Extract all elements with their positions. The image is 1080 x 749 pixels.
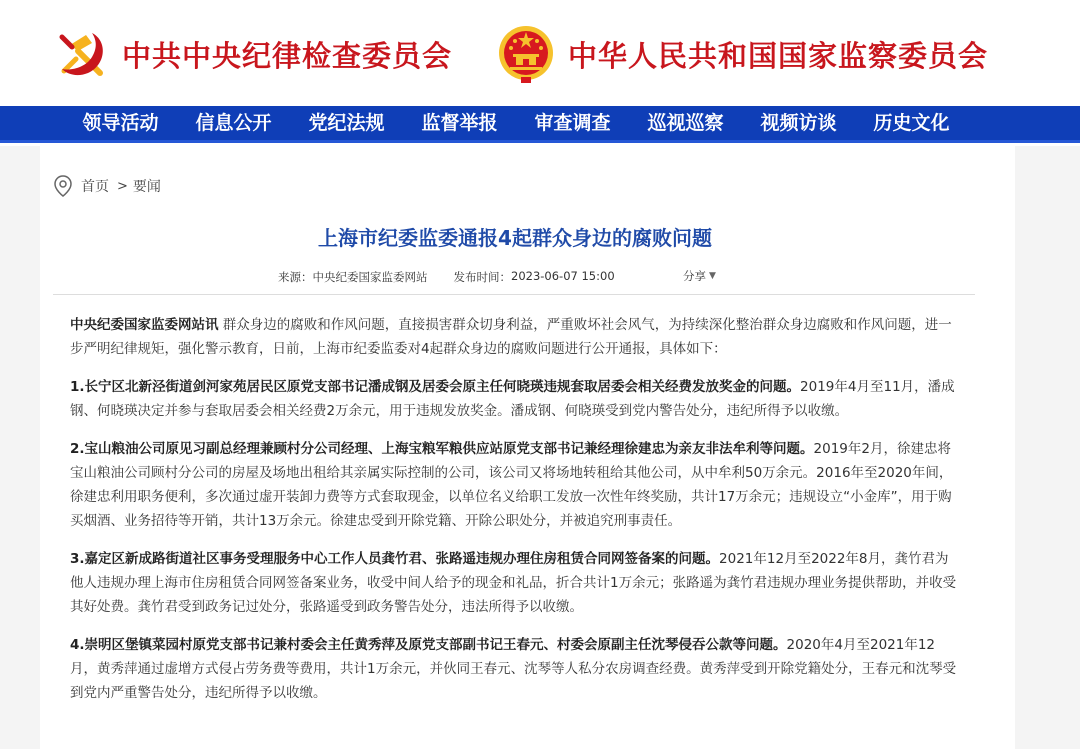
ccdi-title: 中共中央纪律检查委员会 bbox=[122, 38, 453, 73]
site-header bbox=[0, 0, 1080, 106]
intro-paragraph bbox=[70, 313, 958, 361]
case-paragraph-3 bbox=[70, 547, 958, 619]
case-heading-1: 1.长宁区北新泾街道剑河家苑居民区原党支部书记潘成钢及居委会原主任何晓瑛违规套取居委会相关经费发放奖金的问题。 bbox=[70, 379, 801, 395]
source-value: 中央纪委国家监委网站 bbox=[312, 270, 428, 284]
title-divider bbox=[53, 294, 975, 295]
case-body-4: 2020年4月至2021年12月，黄秀萍通过虚增方式侵占劳务费等费用，共计1万余元，并伙同王春元、沈琴等人私分农房调查经费。黄秀萍受到开除党籍处分，王春元和沈琴受到党内严重警告处分，违纪所得予以收缴。 bbox=[70, 637, 957, 701]
intro-text: 群众身边的腐败和作风问题，直接损害群众切身利益，严重败坏社会风气，为持续深化整治群众身边腐败和作风问题，进一步严明纪律规矩，强化警示教育，日前，上海市纪委监委对4起群众身边的腐败问题进行公开通报，具体如下： bbox=[70, 317, 952, 357]
article-title: 上海市纪委监委通报4起群众身边的腐败问题 bbox=[318, 226, 712, 250]
caret-down-icon: ▼ bbox=[709, 271, 716, 281]
ccdi-logo-group[interactable] bbox=[56, 22, 452, 86]
share-label: 分享 bbox=[683, 269, 706, 283]
share-button[interactable] bbox=[683, 268, 716, 284]
nav-item-report[interactable]: 监督举报 bbox=[421, 112, 498, 134]
breadcrumb bbox=[53, 173, 161, 199]
nav-item-history[interactable]: 历史文化 bbox=[873, 112, 950, 134]
breadcrumb-home[interactable]: 首页 bbox=[81, 179, 109, 195]
time-label: 发布时间： bbox=[453, 270, 511, 284]
nav-item-leadership[interactable]: 领导活动 bbox=[82, 112, 159, 134]
location-pin-icon bbox=[53, 174, 73, 198]
nav-item-inspection[interactable]: 巡视巡察 bbox=[647, 112, 724, 134]
breadcrumb-separator: > bbox=[117, 178, 128, 194]
intro-lead: 中央纪委国家监委网站讯 bbox=[70, 317, 219, 333]
case-body-1: 2019年4月至11月，潘成钢、何晓瑛决定并参与套取居委会相关经费2万余元，用于违规发放奖金。潘成钢、何晓瑛受到党内警告处分，违纪所得予以收缴。 bbox=[70, 379, 955, 419]
nav-item-regulations[interactable]: 党纪法规 bbox=[308, 112, 385, 134]
nsc-logo-group[interactable] bbox=[496, 22, 988, 86]
nav-item-info-disclosure[interactable]: 信息公开 bbox=[195, 112, 272, 134]
case-heading-4: 4.崇明区堡镇菜园村原党支部书记兼村委会主任黄秀萍及原党支部副书记王春元、村委会原副主任沈琴侵吞公款等问题。 bbox=[70, 637, 787, 653]
main-nav bbox=[0, 106, 1080, 143]
case-body-2: 2019年2月，徐建忠将宝山粮油公司顾村分公司的房屋及场地出租给其亲属实际控制的公司，该公司又将场地转租给其他公司，从中牟利50万余元。2016年至2020年间，徐建忠利用职务便利，多次通过虚开装卸力费等方式套取现金，以单位名义给职工发放一次性年终奖励，共计17万余元；违规设立“小金库”，用于购买烟酒、业务招待等开销，共计13万余元。徐建忠受到开除党籍、开除公职处分，并被追究刑事责任。 bbox=[70, 441, 953, 529]
nav-item-video[interactable]: 视频访谈 bbox=[760, 112, 837, 134]
article-meta bbox=[278, 269, 615, 285]
nav-item-investigation[interactable]: 审查调查 bbox=[534, 112, 611, 134]
case-heading-2: 2.宝山粮油公司原见习副总经理兼顾村分公司经理、上海宝粮军粮供应站原党支部书记兼经理徐建忠为亲友非法牟利等问题。 bbox=[70, 441, 814, 457]
breadcrumb-current[interactable]: 要闻 bbox=[132, 179, 161, 195]
national-emblem-icon bbox=[496, 23, 556, 85]
source-label: 来源： bbox=[278, 270, 313, 284]
hammer-sickle-emblem-icon bbox=[56, 27, 110, 81]
case-paragraph-1 bbox=[70, 375, 958, 423]
article-body bbox=[70, 313, 958, 719]
case-paragraph-2 bbox=[70, 437, 958, 533]
case-heading-3: 3.嘉定区新成路街道社区事务受理服务中心工作人员龚竹君、张路遥违规办理住房租赁合同网签备案的问题。 bbox=[70, 551, 720, 567]
case-paragraph-4 bbox=[70, 633, 958, 705]
nsc-title: 中华人民共和国国家监察委员会 bbox=[568, 38, 989, 73]
case-body-3: 2021年12月至2022年8月，龚竹君为他人违规办理上海市住房租赁合同网签备案业务，收受中间人给予的现金和礼品，折合共计1万余元；张路遥为龚竹君违规办理业务提供帮助，并收受其好处费。龚竹君受到政务记过处分，张路遥受到政务警告处分，违法所得予以收缴。 bbox=[70, 551, 957, 615]
publish-time: 2023-06-07 15:00 bbox=[511, 269, 615, 283]
